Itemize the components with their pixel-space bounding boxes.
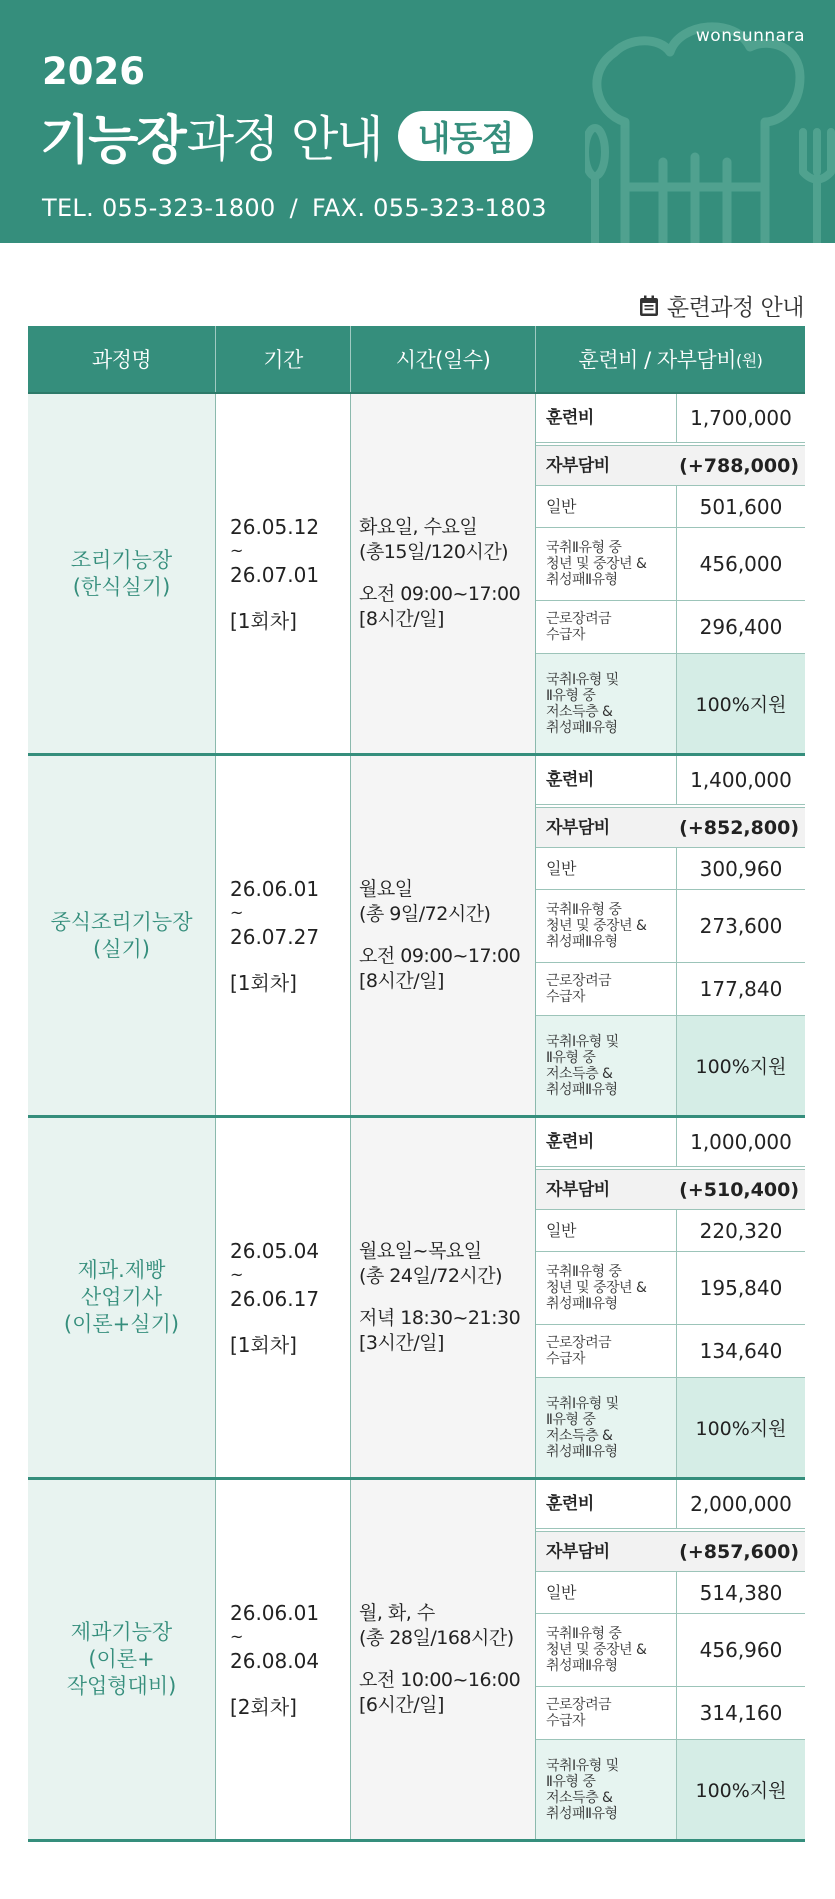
fee-label-training: 훈련비	[536, 1118, 677, 1166]
header-fee	[536, 326, 805, 392]
fee-label-training: 훈련비	[536, 394, 677, 442]
session: [2회차]	[230, 1694, 297, 1719]
header-period: 기간	[216, 326, 351, 392]
fee-value-self-pay: (+788,000)	[679, 454, 799, 477]
fee-value-support: 100%지원	[695, 1056, 787, 1078]
spoon-icon	[585, 128, 605, 243]
period-start: 26.06.01	[230, 876, 320, 901]
fee-row-incentive	[536, 1325, 805, 1378]
fee-row-support	[536, 1378, 805, 1477]
fee-row-type2	[536, 1252, 805, 1325]
fee-value-general: 220,320	[699, 1218, 783, 1243]
fee-label-general: 일반	[536, 1572, 677, 1613]
fee-label-support: 국취Ⅰ유형 및 Ⅱ유형 중 저소득층 & 취성패Ⅱ유형	[536, 1740, 677, 1839]
fee-value-support: 100%지원	[695, 1780, 787, 1802]
course-fees	[536, 1118, 805, 1477]
fee-label-type2: 국취Ⅱ유형 중 청년 및 중장년 & 취성패Ⅱ유형	[536, 890, 677, 962]
period-tilde: ~	[230, 1264, 244, 1284]
course-time	[351, 1480, 536, 1839]
table-header	[28, 326, 805, 394]
period-tilde: ~	[230, 902, 244, 922]
year: 2026	[42, 50, 145, 93]
fee-value-incentive: 296,400	[699, 615, 783, 639]
course-name: 제과기능장 (이론+ 작업형대비)	[28, 1480, 216, 1839]
fee-value-incentive: 134,640	[699, 1339, 783, 1363]
chef-hat-icon	[585, 12, 835, 243]
fee-label-type2: 국취Ⅱ유형 중 청년 및 중장년 & 취성패Ⅱ유형	[536, 528, 677, 600]
fee-row-training	[536, 1480, 805, 1532]
time-hours: 오전 09:00~17:00	[359, 583, 521, 605]
time-per-day: [8시간/일]	[359, 970, 444, 992]
fee-value-training: 2,000,000	[690, 1492, 792, 1516]
course-name: 중식조리기능장 (실기)	[28, 756, 216, 1115]
course-period	[216, 1480, 351, 1839]
fee-value-support: 100%지원	[695, 694, 787, 716]
fee-value-support: 100%지원	[695, 1418, 787, 1440]
header-course: 과정명	[28, 326, 216, 392]
fee-value-general: 300,960	[699, 856, 783, 881]
fee-row-general	[536, 848, 805, 890]
fee-label-self-pay: 자부담비	[546, 1179, 610, 1200]
fee-label-incentive: 근로장려금 수급자	[536, 601, 677, 653]
time-days: 월요일	[359, 878, 413, 900]
time-hours: 오전 10:00~16:00	[359, 1669, 521, 1691]
fee-label-type2: 국취Ⅱ유형 중 청년 및 중장년 & 취성패Ⅱ유형	[536, 1252, 677, 1324]
fee-row-type2	[536, 1614, 805, 1687]
fee-value-type2: 456,960	[699, 1638, 783, 1662]
fee-row-general	[536, 1210, 805, 1252]
period-start: 26.05.12	[230, 514, 320, 539]
course-name: 제과.제빵 산업기사 (이론+실기)	[28, 1118, 216, 1477]
course-row	[28, 394, 805, 756]
contact-info	[42, 194, 547, 222]
period-tilde: ~	[230, 540, 244, 560]
fee-row-type2	[536, 890, 805, 963]
fee-label-general: 일반	[536, 486, 677, 527]
course-row	[28, 1480, 805, 1842]
fee-label-incentive: 근로장려금 수급자	[536, 1687, 677, 1739]
session: [1회차]	[230, 970, 297, 995]
time-total: (총 24일/72시간)	[359, 1265, 503, 1287]
period-tilde: ~	[230, 1626, 244, 1646]
fee-label-training: 훈련비	[536, 756, 677, 804]
fee-value-incentive: 314,160	[699, 1701, 783, 1725]
fee-label-self-pay: 자부담비	[546, 1541, 610, 1562]
fee-value-self-pay: (+510,400)	[679, 1178, 799, 1201]
session: [1회차]	[230, 608, 297, 633]
fee-value-general: 501,600	[699, 494, 783, 519]
fee-row-self-pay	[536, 446, 805, 486]
course-time	[351, 756, 536, 1115]
fee-row-self-pay	[536, 808, 805, 848]
fee-label-self-pay: 자부담비	[546, 817, 610, 838]
section-label-text: 훈련과정 안내	[666, 295, 804, 321]
time-days: 화요일, 수요일	[359, 516, 478, 538]
fee-label-training: 훈련비	[536, 1480, 677, 1528]
header-fee-unit: (원)	[735, 350, 763, 370]
course-fees	[536, 1480, 805, 1839]
section-label	[639, 289, 804, 322]
branch-badge: 내동점	[398, 111, 534, 161]
fee-value-general: 514,380	[699, 1580, 783, 1605]
time-per-day: [8시간/일]	[359, 608, 444, 630]
course-table	[28, 326, 805, 1842]
fee-row-general	[536, 486, 805, 528]
fax-number: FAX. 055-323-1803	[311, 194, 547, 222]
period-start: 26.06.01	[230, 1600, 320, 1625]
fee-label-support: 국취Ⅰ유형 및 Ⅱ유형 중 저소득층 & 취성패Ⅱ유형	[536, 1016, 677, 1115]
fee-value-self-pay: (+857,600)	[679, 1540, 799, 1563]
course-time	[351, 1118, 536, 1477]
fee-value-type2: 456,000	[699, 552, 783, 576]
time-hours: 오전 09:00~17:00	[359, 945, 521, 967]
period-end: 26.06.17	[230, 1286, 320, 1311]
fee-value-training: 1,400,000	[690, 768, 792, 792]
fee-value-type2: 195,840	[699, 1276, 783, 1300]
fee-row-incentive	[536, 1687, 805, 1740]
course-period	[216, 394, 351, 753]
fee-value-training: 1,700,000	[690, 406, 792, 430]
separator: /	[289, 194, 298, 222]
course-period	[216, 1118, 351, 1477]
title-light: 과정 안내	[186, 110, 382, 168]
fee-label-general: 일반	[536, 848, 677, 889]
calendar-icon	[639, 295, 659, 317]
course-row	[28, 756, 805, 1118]
course-row	[28, 1118, 805, 1480]
fork-icon	[803, 132, 831, 243]
fee-label-general: 일반	[536, 1210, 677, 1251]
fee-row-support	[536, 654, 805, 753]
fee-label-incentive: 근로장려금 수급자	[536, 963, 677, 1015]
fee-label-support: 국취Ⅰ유형 및 Ⅱ유형 중 저소득층 & 취성패Ⅱ유형	[536, 1378, 677, 1477]
fee-label-incentive: 근로장려금 수급자	[536, 1325, 677, 1377]
fee-value-self-pay: (+852,800)	[679, 816, 799, 839]
fee-row-support	[536, 1740, 805, 1839]
fee-row-training	[536, 394, 805, 446]
fee-label-type2: 국취Ⅱ유형 중 청년 및 중장년 & 취성패Ⅱ유형	[536, 1614, 677, 1686]
fee-row-type2	[536, 528, 805, 601]
time-per-day: [6시간/일]	[359, 1694, 444, 1716]
time-days: 월, 화, 수	[359, 1602, 435, 1624]
fee-row-training	[536, 756, 805, 808]
period-end: 26.08.04	[230, 1648, 320, 1673]
brand-logo: wonsunnara	[695, 26, 805, 46]
header-fee-label: 훈련비 / 자부담비	[578, 348, 736, 372]
fee-label-support: 국취Ⅰ유형 및 Ⅱ유형 중 저소득층 & 취성패Ⅱ유형	[536, 654, 677, 753]
time-total: (총 28일/168시간)	[359, 1627, 514, 1649]
fee-value-incentive: 177,840	[699, 977, 783, 1001]
course-fees	[536, 756, 805, 1115]
period-end: 26.07.27	[230, 924, 320, 949]
course-time	[351, 394, 536, 753]
fee-label-self-pay: 자부담비	[546, 455, 610, 476]
header-time: 시간(일수)	[351, 326, 536, 392]
session: [1회차]	[230, 1332, 297, 1357]
time-total: (총15일/120시간)	[359, 541, 509, 563]
fee-row-general	[536, 1572, 805, 1614]
fee-row-incentive	[536, 601, 805, 654]
title-bold: 기능장	[40, 111, 185, 171]
tel-number[interactable]: TEL. 055-323-1800	[42, 194, 276, 222]
course-name: 조리기능장 (한식실기)	[28, 394, 216, 753]
fee-row-training	[536, 1118, 805, 1170]
fee-row-self-pay	[536, 1170, 805, 1210]
header-banner	[0, 0, 835, 243]
time-days: 월요일~목요일	[359, 1240, 482, 1262]
page-title	[40, 98, 533, 173]
course-period	[216, 756, 351, 1115]
fee-row-incentive	[536, 963, 805, 1016]
period-start: 26.05.04	[230, 1238, 320, 1263]
fee-value-training: 1,000,000	[690, 1130, 792, 1154]
time-hours: 저녁 18:30~21:30	[359, 1307, 521, 1329]
fee-row-support	[536, 1016, 805, 1115]
fee-row-self-pay	[536, 1532, 805, 1572]
time-total: (총 9일/72시간)	[359, 903, 491, 925]
fee-value-type2: 273,600	[699, 914, 783, 938]
period-end: 26.07.01	[230, 562, 320, 587]
course-rows	[28, 394, 805, 1842]
time-per-day: [3시간/일]	[359, 1332, 444, 1354]
course-fees	[536, 394, 805, 753]
